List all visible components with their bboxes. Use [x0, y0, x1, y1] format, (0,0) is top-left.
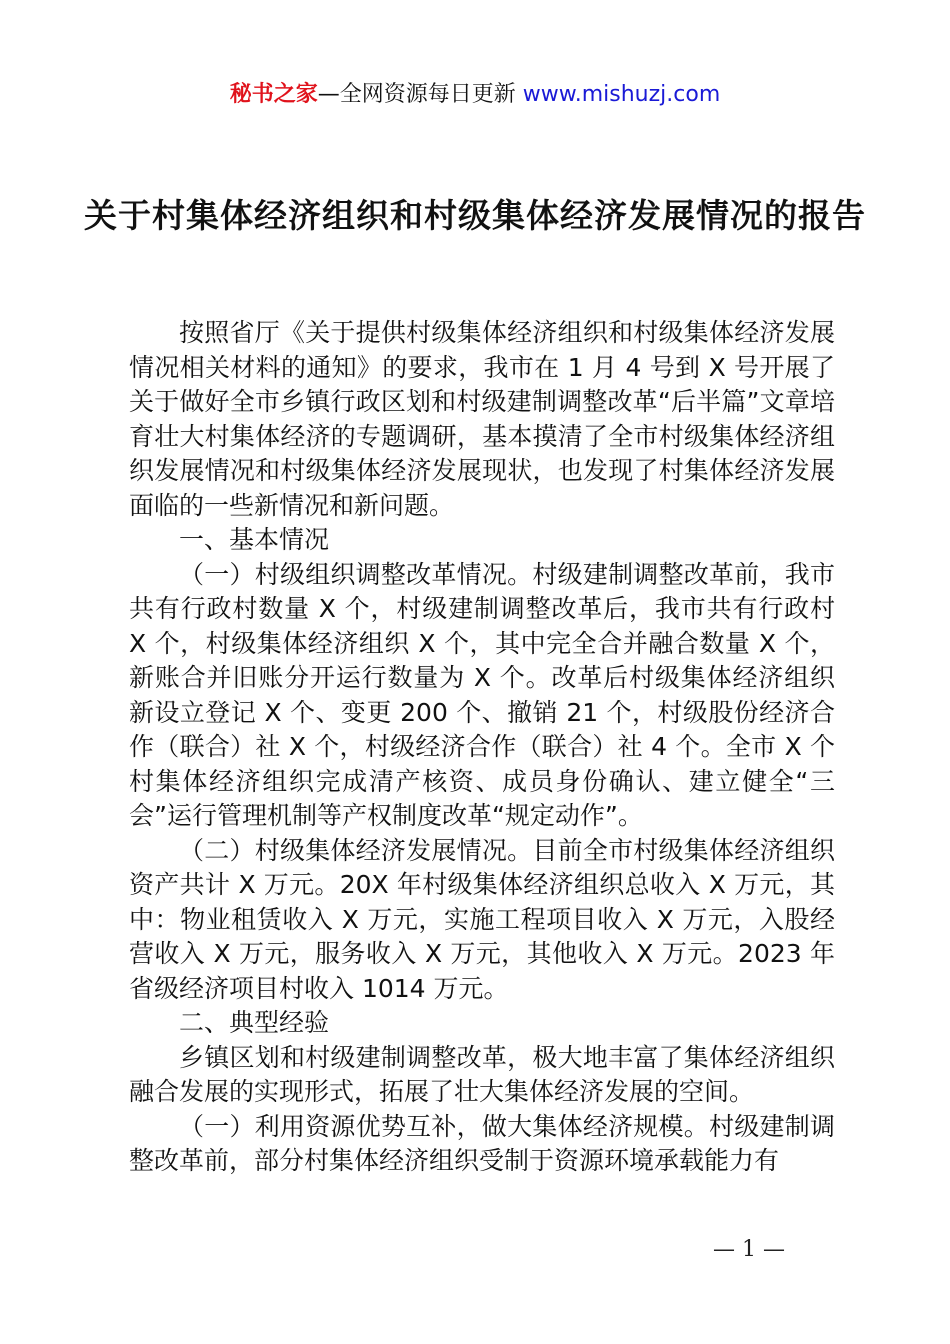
section-heading-basic: 一、基本情况 — [179, 525, 330, 554]
paragraph-intro: 按照省厅《关于提供村级集体经济组织和村级集体经济发展情况相关材料的通知》的要求，我市在 1 月 4 号到 X 号开展了关于做好全市乡镇行政区划和村级建制调整改革“后半篇”文章培育壮大村集体经济的专题调研，基本摸清了全市村级集体经济组织发展情况和村级集体经济发展现状，也发现了村集体经济发展面临的一些新情况和新问题。 — [129, 318, 835, 520]
header-dash: — — [317, 82, 340, 107]
paragraph-org-reform: （一）村级组织调整改革情况。村级建制调整改革前，我市共有行政村数量 X 个，村级建制调整改革后，我市共有行政村 X 个，村级集体经济组织 X 个，其中完全合并融合数量 X 个，新账合并旧账分开运行数量为 X 个。改革后村级集体经济组织新设立登记 X 个、变更 200 个、撤销 21 个，村级股份经济合作（联合）社 X 个，村级经济合作（联合）社 4 个。全市 X 个村集体经济组织完成清产核资、成员身份确认、建立健全“三会”运行管理机制等产权制度改革“规定动作”。 — [129, 559, 835, 830]
section-heading-experience: 二、典型经验 — [179, 1008, 330, 1037]
site-header — [0, 80, 950, 110]
paragraph-resource-advantage: （一）利用资源优势互补，做大集体经济规模。村级建制调整改革前，部分村集体经济组织受制于资源环境承载能力有 — [129, 1111, 835, 1175]
brand-name: 秘书之家 — [229, 82, 318, 107]
paragraph-economy-status: （二）村级集体经济发展情况。目前全市村级集体经济组织资产共计 X 万元。20X 年村级集体经济组织总收入 X 万元，其中：物业租赁收入 X 万元，实施工程项目收入 X 万元，入股经营收入 X 万元，服务收入 X 万元，其他收入 X 万元。2023 年省级经济项目村收入 1014 万元。 — [129, 835, 835, 1003]
header-tagline: 全网资源每日更新 — [339, 82, 523, 107]
document-title: 关于村集体经济组织和村级集体经济发展情况的报告 — [84, 196, 866, 235]
document-body — [129, 316, 835, 1179]
paragraph-experience-intro: 乡镇区划和村级建制调整改革，极大地丰富了集体经济组织融合发展的实现形式，拓展了壮大集体经济发展的空间。 — [129, 1042, 835, 1106]
site-url-link[interactable]: www.mishuzj.com — [522, 82, 721, 107]
page-number: — 1 — — [713, 1237, 785, 1262]
